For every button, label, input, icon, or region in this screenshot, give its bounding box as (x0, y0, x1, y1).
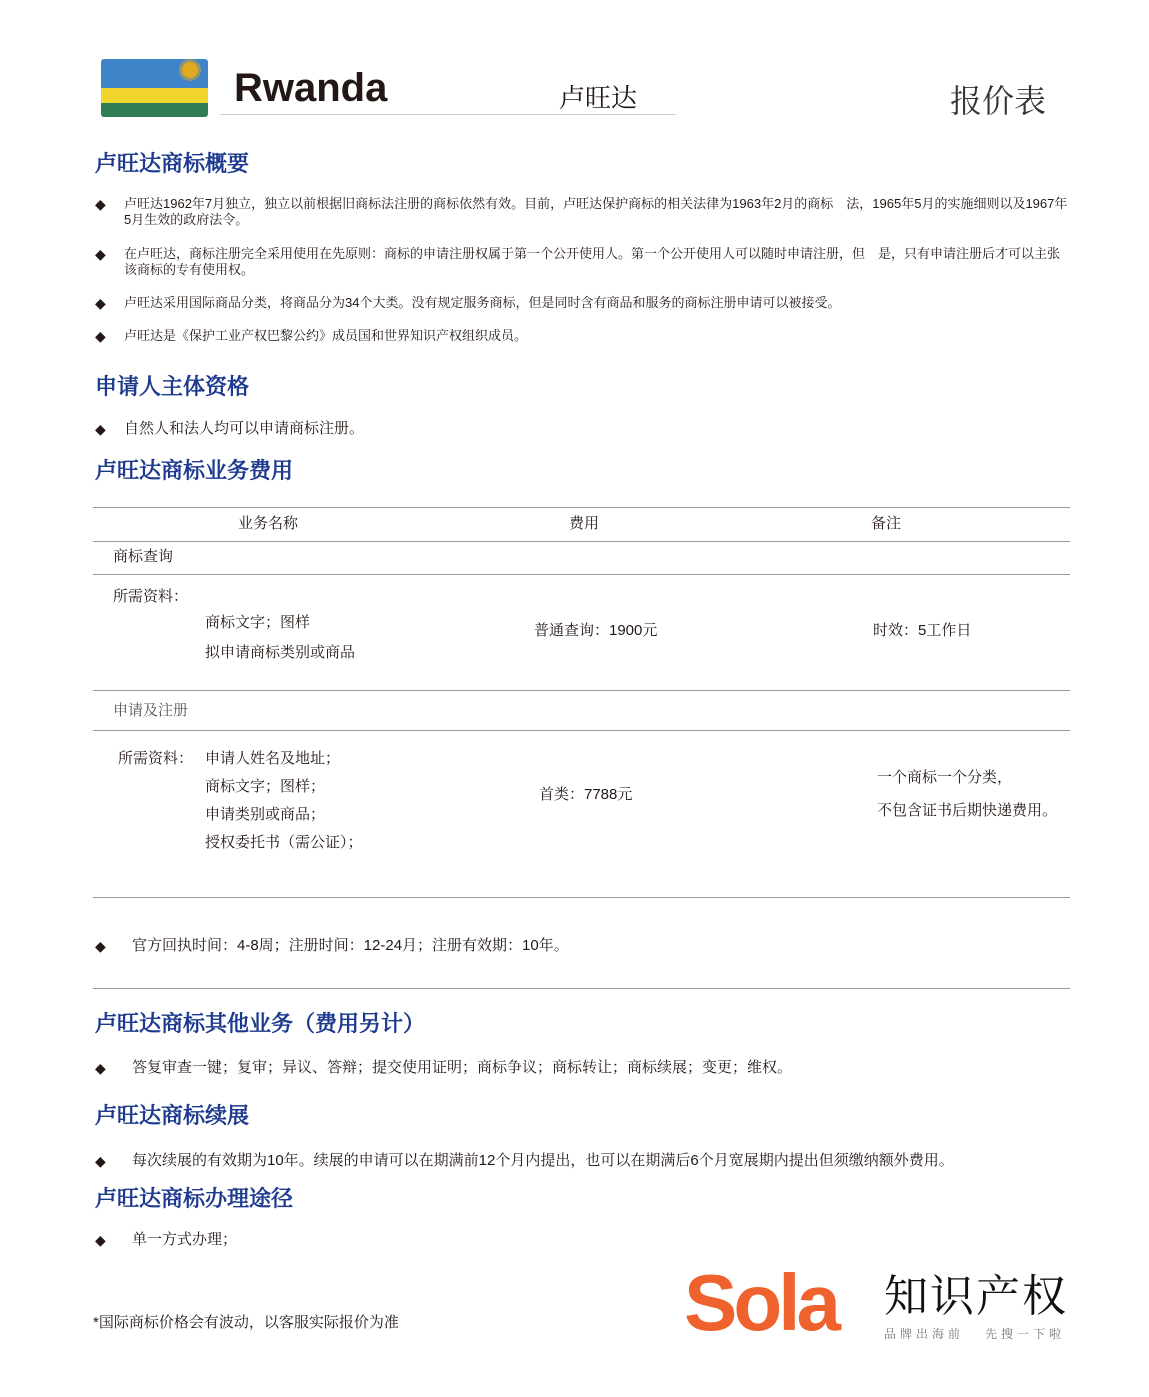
material-item: 商标文字；图样； (205, 778, 326, 795)
overview-heading: 卢旺达商标概要 (95, 151, 250, 176)
list-item (95, 328, 1070, 344)
note: 不包含证书后期快递费用。 (877, 802, 1058, 819)
diamond-bullet-icon: ◆ (95, 196, 106, 212)
bullet-text: 单一方式办理； (132, 1231, 238, 1248)
diamond-bullet-icon: ◆ (95, 295, 106, 311)
material-item: 商标文字；图样 (205, 614, 311, 631)
rwanda-flag (101, 59, 208, 117)
fees-heading: 卢旺达商标业务费用 (95, 458, 294, 483)
materials-label: 所需资料： (113, 588, 189, 605)
diamond-bullet-icon: ◆ (95, 1060, 106, 1076)
diamond-bullet-icon: ◆ (95, 421, 106, 437)
content (95, 150, 1070, 1249)
diamond-bullet-icon: ◆ (95, 1153, 106, 1169)
column-header: 备注 (871, 515, 902, 532)
fee-table (95, 507, 1070, 898)
bullet-text: 卢旺达1962年7月独立，独立以前根据旧商标法注册的商标依然有效。目前，卢旺达保护商标的相关法律为1963年2月的商标 法，1965年5月的实施细则以及1967年5月生效的政府法令。 (124, 196, 1068, 227)
quote-sheet: Rwanda 卢旺达 报价表 卢旺达商标概要 ◆ 卢旺达1962年7月独立，独立以前根据旧商标法注册的商标依然有效。目前，卢旺达保护商标的相关法律为1963年2月的商标 法，1965年5月的实施细则以及1967年5月生效的政府法令。 ◆ 在卢旺达，商标注册完全采用使用在先原则：商标的申请注册权属于第一个公开使用人。第一个公开使用人可以随时申请注册，但 是，只有申请注册后才可以主张该商标的专有使用权。 ◆ 卢旺达采用国际商品分类，将商品分为34个大类。没有规定服务商标，但是同时含有商品和服务的商标注册申请可以被接受。 ◆ 卢旺达是《保护工业产权巴黎公约》成员国和世界知识产权组织成员。 申请人主体资格 ◆ 自然人和法人均可以申请商标注册。 卢旺达商标业务费用 业务名称 费用 备注 商标查询 所需资料： 商标文字；图样 拟申请商标类别或商品 普通查询：1900元 时效：5工作日 申请及注册 所需资料： 申请人姓名及地址； 商标文字；图样； 申请类别或商品； 授权委托书（需公证）； 首类：7788元 一个商标一个分类， 不包含证书后期快递费用。 ◆ 官方回执时间：4-8周；注册时间：12-24月；注册有效期：10年。 卢旺达商标其他业务（费用另计） ◆ 答复审查一键；复审；异议、答辩；提交使用证明；商标争议；商标转让；商标续展；变更；维权。 卢旺达商标续展 ◆ 每次续展的有效期为10年。续展的申请可以在期满前12个月内提出，也可以在期满后6个月宽展期内提出但须缴纳额外费用。 卢旺达商标办理途径 ◆ 单一方式办理； *国际商标价格会有波动，以客服实际报价为准 Sola 知识产权 品牌出海前 先搜一下啦 (0, 0, 1149, 1397)
diamond-bullet-icon: ◆ (95, 246, 106, 262)
service-name: 商标查询 (113, 548, 174, 565)
bullet-text: 在卢旺达，商标注册完全采用使用在先原则：商标的申请注册权属于第一个公开使用人。第一个公开使用人可以随时申请注册，但 是，只有申请注册后才可以主张该商标的专有使用权。 (124, 246, 1061, 277)
applicant-heading: 申请人主体资格 (95, 374, 250, 399)
list-item (95, 1152, 1070, 1170)
material-item: 拟申请商标类别或商品 (205, 644, 356, 661)
material-item: 申请人姓名及地址； (205, 750, 341, 767)
country-name-en: Rwanda (234, 66, 388, 110)
diamond-bullet-icon: ◆ (95, 1232, 106, 1248)
header-rule (220, 114, 676, 115)
diamond-bullet-icon: ◆ (95, 328, 106, 344)
service-name: 申请及注册 (113, 702, 189, 719)
fee-value: 首类：7788元 (539, 786, 633, 803)
list-item (95, 937, 1070, 955)
bullet-text: 卢旺达是《保护工业产权巴黎公约》成员国和世界知识产权组织成员。 (124, 328, 528, 343)
fee-value: 普通查询：1900元 (534, 622, 658, 639)
doc-title: 报价表 (950, 83, 1047, 119)
renewal-heading: 卢旺达商标续展 (95, 1103, 250, 1128)
sun-icon (182, 62, 198, 78)
list-item (95, 420, 1070, 438)
column-header: 费用 (569, 515, 600, 532)
bullet-text: 每次续展的有效期为10年。续展的申请可以在期满前12个月内提出，也可以在期满后6个月宽展期内提出但须缴纳额外费用。 (132, 1152, 954, 1169)
other-services-heading: 卢旺达商标其他业务（费用另计） (95, 1011, 426, 1036)
list-item (95, 295, 1070, 311)
materials-label: 所需资料： (118, 750, 194, 767)
channel-heading: 卢旺达商标办理途径 (95, 1186, 294, 1211)
bullet-text: 自然人和法人均可以申请商标注册。 (124, 420, 365, 437)
divider (93, 988, 1070, 989)
material-item: 授权委托书（需公证）； (205, 834, 363, 851)
bullet-text: 卢旺达采用国际商品分类，将商品分为34个大类。没有规定服务商标，但是同时含有商品和服务的商标注册申请可以被接受。 (124, 295, 841, 310)
column-header: 业务名称 (238, 515, 299, 532)
list-item (95, 246, 1070, 278)
bullet-text: 答复审查一键；复审；异议、答辩；提交使用证明；商标争议；商标转让；商标续展；变更；维权。 (132, 1059, 793, 1076)
list-item (95, 196, 1070, 228)
diamond-bullet-icon: ◆ (95, 938, 106, 954)
note: 一个商标一个分类， (877, 769, 1013, 786)
price-disclaimer: *国际商标价格会有波动，以客服实际报价为准 (93, 1314, 399, 1331)
country-name-cn: 卢旺达 (559, 83, 638, 113)
material-item: 申请类别或商品； (205, 806, 326, 823)
list-item (95, 1231, 1070, 1249)
bullet-text: 官方回执时间：4-8周；注册时间：12-24月；注册有效期：10年。 (132, 937, 569, 954)
note: 时效：5工作日 (873, 622, 972, 639)
list-item (95, 1059, 1070, 1077)
